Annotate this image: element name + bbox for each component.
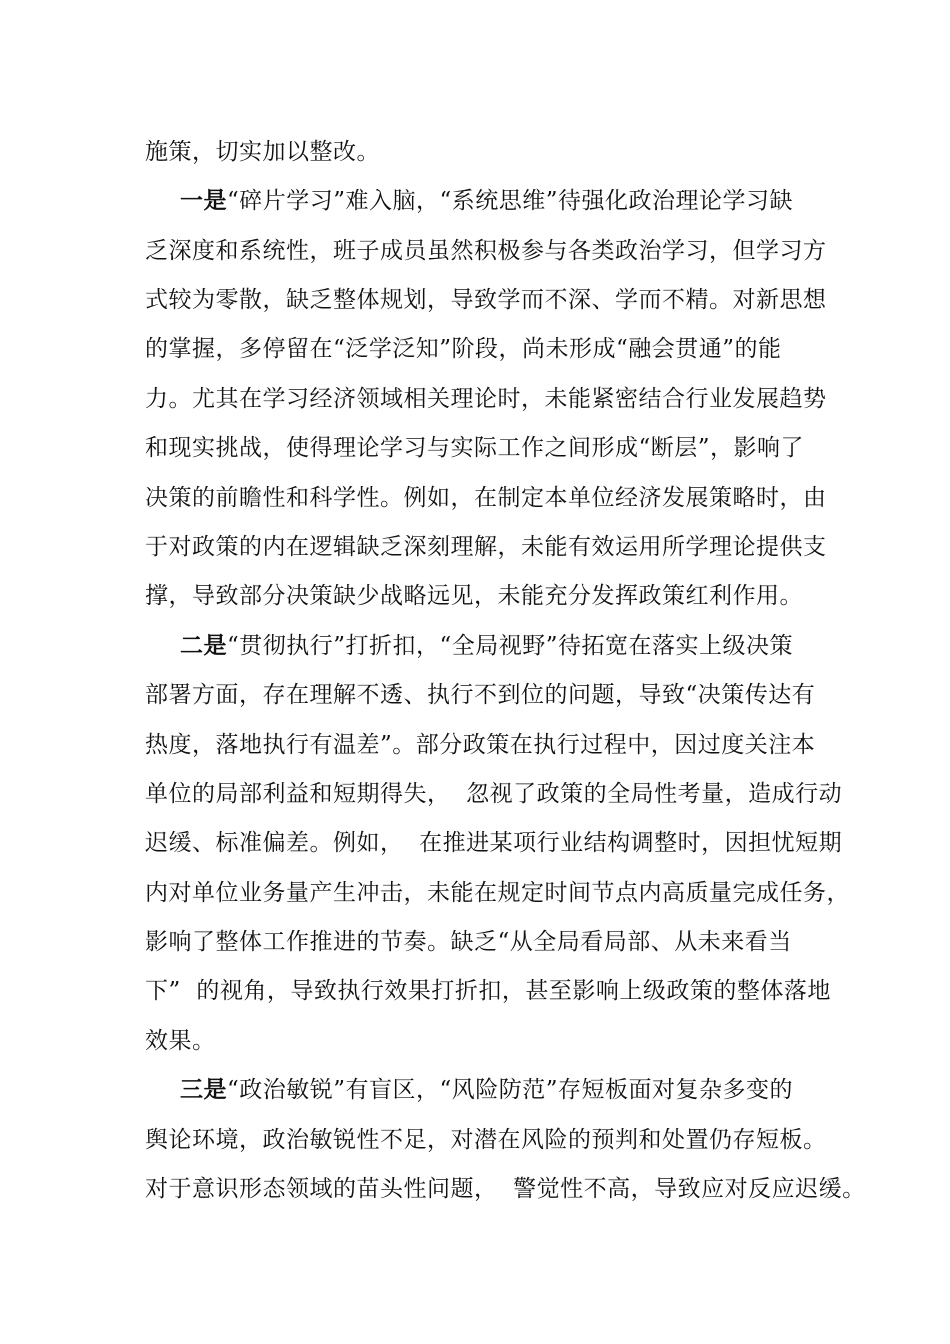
paragraph-1-lead: 一是: [180, 187, 227, 214]
text-line: 力。尤其在学习经济领域相关理论时，未能紧密结合行业发展趋势: [145, 386, 827, 412]
paragraph-3-first-line: [180, 1075, 793, 1105]
text-line: “贯彻执行”打折扣，“全局视野”待拓宽在落实上级决策: [227, 633, 794, 659]
paragraph-2-first-line: [180, 631, 793, 661]
text-line: 于对政策的内在逻辑缺乏深刻理解，未能有效运用所学理论提供支: [145, 534, 827, 560]
text-line: 效果。: [145, 1028, 216, 1054]
paragraph-1-first-line: [180, 186, 793, 216]
text-line: 影响了整体工作推进的节奏。缺乏“从全局看局部、从未来看当: [145, 929, 792, 955]
text-line: 热度，落地执行有温差”。部分政策在执行过程中，因过度关注本: [145, 732, 816, 758]
text-line: 乏深度和系统性，班子成员虽然积极参与各类政治学习，但学习方: [145, 238, 827, 264]
paragraph-2-lead: 二是: [180, 632, 227, 659]
text-line: “政治敏锐”有盲区，“风险防范”存短板面对复杂多变的: [227, 1077, 794, 1103]
text-line: 和现实挑战，使得理论学习与实际工作之间形成“断层”，影响了: [145, 435, 805, 461]
text-line: “碎片学习”难入脑，“系统思维”待强化政治理论学习缺: [227, 188, 794, 214]
text-line: 撑，导致部分决策缺少战略远见，未能充分发挥政策红利作用。: [145, 583, 803, 609]
text-line: 的掌握，多停留在“泛学泛知”阶段，尚未形成“融会贯通”的能: [145, 336, 782, 362]
text-line: 单位的局部利益和短期得失， 忽视了政策的全局性考量，造成行动: [145, 781, 843, 807]
text-line: 对于意识形态领域的苗头性问题， 警觉性不高，导致应对反应迟缓。: [145, 1176, 866, 1202]
text-line: 部署方面，存在理解不透、执行不到位的问题，导致“决策传达有: [145, 682, 816, 708]
text-line: 下” 的视角，导致执行效果打折扣，甚至影响上级政策的整体落地: [145, 978, 831, 1004]
text-line: 施策，切实加以整改。: [145, 139, 380, 165]
text-line: 迟缓、标准偏差。例如， 在推进某项行业结构调整时，因担忧短期: [145, 830, 843, 856]
text-line: 式较为零散，缺乏整体规划，导致学而不深、学而不精。对新思想: [145, 287, 827, 313]
paragraph-3-lead: 三是: [180, 1076, 227, 1103]
text-line: 内对单位业务量产生冲击，未能在规定时间节点内高质量完成任务，: [145, 880, 850, 906]
text-line: 决策的前瞻性和科学性。例如，在制定本单位经济发展策略时，由: [145, 485, 827, 511]
text-line: 舆论环境，政治敏锐性不足，对潜在风险的预判和处置仍存短板。: [145, 1127, 827, 1153]
